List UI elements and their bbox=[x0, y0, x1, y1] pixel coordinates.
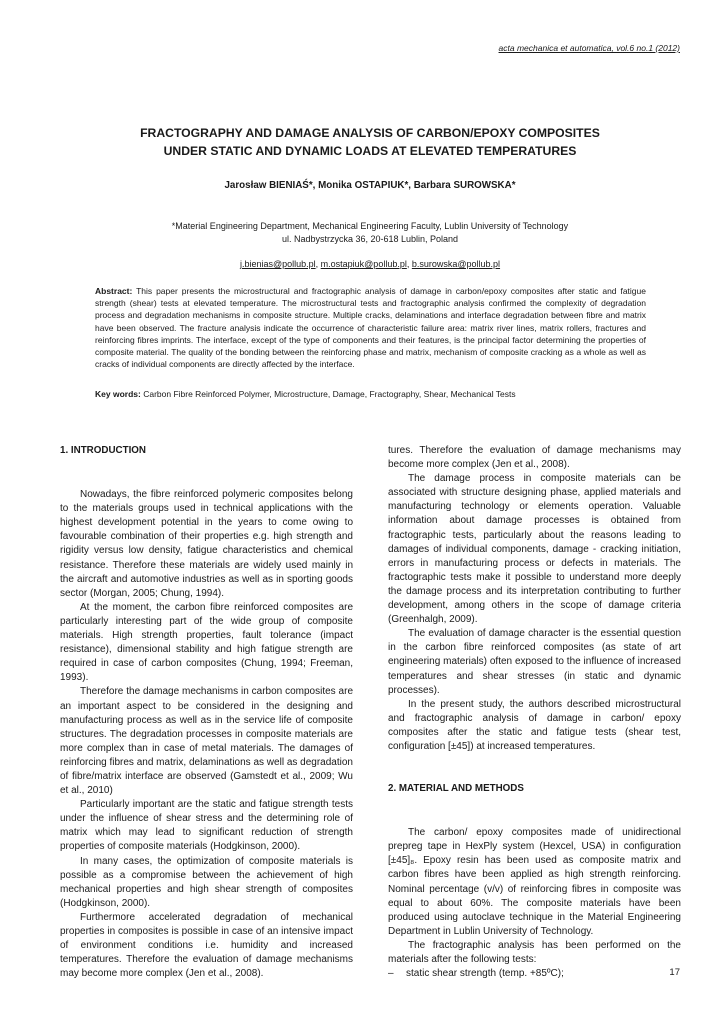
list-item bbox=[388, 967, 681, 981]
authors: Jarosław BIENIAŚ*, Monika OSTAPIUK*, Barbara SUROWSKA* bbox=[224, 180, 516, 191]
page-number: 17 bbox=[669, 967, 680, 978]
paragraph-continuation: tures. Therefore the evaluation of damage mechanisms may become more complex (Jen et al., 2008). bbox=[388, 445, 681, 471]
email-link-ostapiuk[interactable]: m.ostapiuk@pollub.pl bbox=[320, 259, 407, 269]
paragraph: In many cases, the optimization of composite materials is possible as a compromise between the achievement of high mechanical properties and high shear strength of composites (Hodgkinson, 2000). bbox=[60, 855, 353, 909]
keywords-text: Carbon Fibre Reinforced Polymer, Microstructure, Damage, Fractography, Shear, Mechanical Tests bbox=[143, 389, 516, 399]
right-column bbox=[388, 444, 681, 981]
email-separator: , bbox=[315, 259, 321, 269]
affiliation-line-1: *Material Engineering Department, Mechanical Engineering Faculty, Lublin University of Technology bbox=[171, 221, 569, 231]
left-column bbox=[60, 444, 353, 980]
affiliation bbox=[60, 220, 680, 246]
paragraph: At the moment, the carbon fibre reinforced composites are particularly interesting part of the wide group of composite materials. High strength properties, fault tolerance (impact resistance), dimensional stability and high fatigue strength are required in case of carbon composites (Chung, 1994; Freeman, 1993). bbox=[60, 601, 353, 684]
list-item-text: static shear strength (temp. +85ºC); bbox=[406, 968, 564, 980]
paragraph: The fractographic analysis has been performed on the materials after the following tests: bbox=[388, 939, 681, 965]
paragraph: In the present study, the authors described microstructural and fractographic analysis of damage in carbon/ epoxy composites after the static and fatigue tests (shear test, configuration [±45]) at increased temperatures. bbox=[388, 698, 681, 752]
section-heading-materials-methods: 2. MATERIAL AND METHODS bbox=[388, 783, 524, 795]
affiliation-line-2: ul. Nadbystrzycka 36, 20-618 Lublin, Poland bbox=[281, 234, 459, 244]
list-dash: – bbox=[388, 968, 394, 980]
journal-header: acta mechanica et automatica, vol.6 no.1 (2012) bbox=[498, 43, 680, 53]
paragraph: The carbon/ epoxy composites made of unidirectional prepreg tape in HexPly system (Hexcel, USA) in configuration [±45]₈. Epoxy resin has been used as composite matrix and carbon fibres have been applied as high strength reinforcing. Nominal percentage (v/v) of reinforcing fibres in composite was equal to about 60%. The composite materials have been produced using autoclave technique in the Material Engineering Department in Lublin University of Technology. bbox=[388, 827, 681, 937]
keywords bbox=[95, 389, 646, 399]
keywords-label: Key words: bbox=[95, 389, 141, 399]
title-line-1: FRACTOGRAPHY AND DAMAGE ANALYSIS OF CARBON/EPOXY COMPOSITES bbox=[140, 126, 600, 140]
abstract bbox=[95, 285, 646, 370]
paragraph-continued: Furthermore accelerated degradation of mechanical properties in composites is possible in case of an intensive impact of environment conditions i.e. humidity and increased temperatures. Therefore the evaluation of damage mechanisms may become more complex (Jen et al., 2008). bbox=[60, 911, 353, 980]
email-separator: , bbox=[406, 259, 412, 269]
paper-title bbox=[60, 124, 680, 160]
paragraph: Therefore the damage mechanisms in carbon composites are an important aspect to be considered in the designing and manufacturing process as well as in the service life of composite structures. The degradation processes in composite materials are more complex than in case of metal materials. The damages of reinforcing fibres and matrix, delaminations as well as degradation of fibre/matrix interface are observed (Gamstedt et al., 2009; Wu et al., 2010) bbox=[60, 686, 353, 797]
section-heading-introduction: 1. INTRODUCTION bbox=[60, 445, 146, 456]
email-list bbox=[60, 259, 680, 269]
paragraph: The evaluation of damage character is the essential question in the carbon fibre reinforced composites (as state of art engineering materials) often exposed to the influence of increased temperatures and shear stresses (in static and dynamic processes). bbox=[388, 628, 681, 696]
email-link-bienias[interactable]: j.bienias@pollub.pl bbox=[239, 259, 316, 269]
abstract-text: This paper presents the microstructural and fractographic analysis of damage in carbon/epoxy composites after static and fatigue strength (shear) tests at elevated temperature. The microstructural tests and fractographic analysis confirmed the complexity of degradation process and degradation mechanisms in composite structure. Multiple cracks, delaminations and interface degradation between fibre and matrix have been observed. The fracture analysis indicate the occurrence of characteristic failure area: matrix river lines, matrix rollers, fractures and reinforcing fibres imprints. The interface, except of the type of components and their features, is the principal factor determining the properties of composite material. The quality of the bonding between the reinforcing phase and matrix, mechanism of composite cracking as a whole as well as cracks of individual components are directly affected by the interface. bbox=[95, 286, 646, 370]
paragraph: Nowadays, the fibre reinforced polymeric composites belong to the materials groups used in technical applications with the highest development potential in the years to come owing to favourable combination of their properties e.g. high strength and rigidity versus low density, fatigue characteristics and chemical resistance. Therefore these materials are widely used mainly in the aircraft and automotive industries as well as in sporting goods sector (Morgan, 2005; Chung, 1994). bbox=[60, 489, 353, 599]
abstract-label: Abstract: bbox=[95, 286, 133, 296]
email-link-surowska[interactable]: b.surowska@pollub.pl bbox=[411, 259, 501, 269]
paragraph: Particularly important are the static and fatigue strength tests under the influence of shear stress and the determining role of matrix which may lead to significant reduction of strength properties of composite materials (Hodgkinson, 2000). bbox=[60, 799, 353, 853]
title-line-2: UNDER STATIC AND DYNAMIC LOADS AT ELEVATED TEMPERATURES bbox=[163, 144, 577, 158]
paragraph: The damage process in composite materials can be associated with structure designing phase, applied materials and manufacturing technology or elements operation. Valuable information about damage processes is obtained from fractographic tests, particularly about the reasons leading to damages of individual components, damage - cracking initiation, errors in manufacturing process or defects in materials. The fractographic tests make it possible to understand more deeply the damage process and its interpretation contributing to further development, among others in the scope of damage criteria (Greenhalgh, 2009). bbox=[388, 473, 681, 626]
